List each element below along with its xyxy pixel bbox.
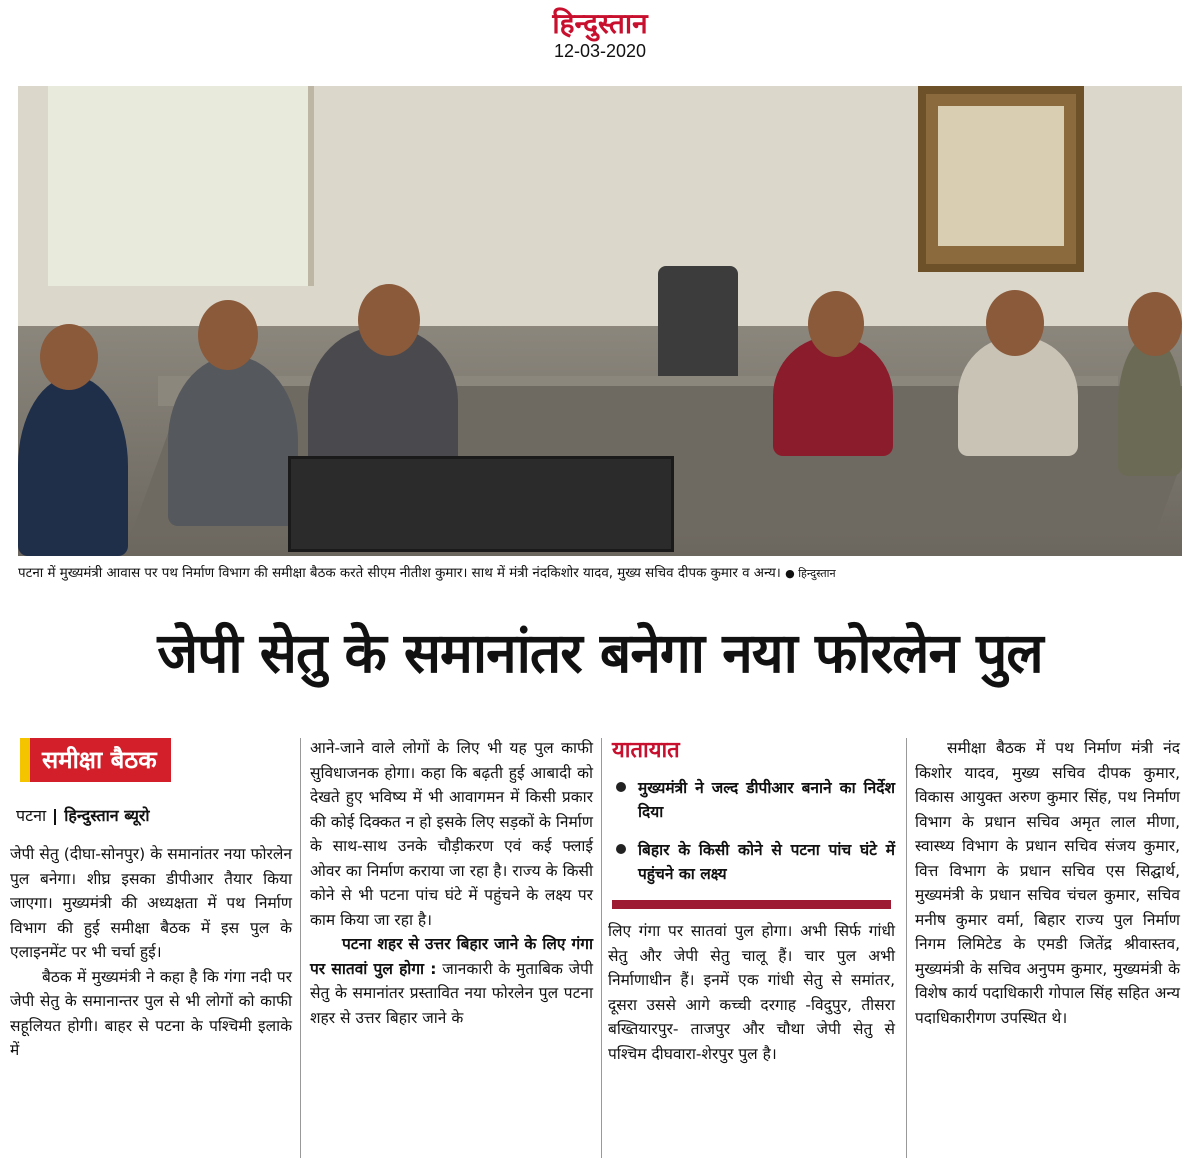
paragraph-text: जानकारी के मुताबिक जेपी सेतु के समानांतर प्रस्तावित नया फोरलेन पुल पटना शहर से उत्तर बिहार जाने के <box>310 959 593 1027</box>
column-rule <box>906 738 907 1158</box>
photo-person-1-head <box>40 324 98 390</box>
paragraph: जेपी सेतु (दीघा-सोनपुर) के समानांतर नया फोरलेन पुल बनेगा। शीघ्र इसका डीपीआर तैयार किया जाएगा। मुख्यमंत्री की अध्यक्षता में पथ निर्माण विभाग की हुई समीक्षा बैठक में इस पुल के एलाइनमेंट पर भी चर्चा हुई। <box>10 845 292 961</box>
article-column-2 <box>310 736 593 1030</box>
highlight-item <box>616 776 895 824</box>
column-rule <box>601 738 602 1158</box>
paragraph: आने-जाने वाले लोगों के लिए भी यह पुल काफी सुविधाजनक होगा। कहा कि बढ़ती हुई आबादी को देखते हुए भविष्य में भी आवागमन में किसी प्रकार की कोई दिक्कत न हो इसके लिए सड़कों के निर्माण के साथ-साथ उनके चौड़ीकरण एवं कई फ्लाई ओवर का निर्माण कराया जा रहा है। राज्य के किसी कोने से भी पटना पांच घंटे में पहुंचने के लक्ष्य पर काम किया जा रहा है। <box>310 739 593 929</box>
photo-monitor <box>288 456 674 552</box>
byline-separator <box>54 809 56 825</box>
edition-date: 12-03-2020 <box>553 41 647 61</box>
highlight-text: मुख्यमंत्री ने जल्द डीपीआर बनाने का निर्देश दिया <box>638 779 895 821</box>
column-rule <box>300 738 301 1158</box>
photo-credit: ● हिन्दुस्तान <box>785 567 836 580</box>
paragraph: समीक्षा बैठक में पथ निर्माण मंत्री नंद किशोर यादव, मुख्य सचिव दीपक कुमार, विकास आयुक्त अरुण कुमार सिंह, पथ निर्माण विभाग के प्रधान सचिव अमृत लाल मीणा, स्वास्थ्य विभाग के प्रधान सचिव संजय कुमार, वित्त विभाग के प्रधान सचिव एस सिद्घार्थ, मुख्यमंत्री के प्रधान सचिव चंचल कुमार, सचिव मनीष कुमार वर्मा, बिहार राज्य पुल निर्माण निगम लिमिटेड के एमडी जितेंद्र श्रीवास्तव, मुख्यमंत्री के सचिव अनुपम कुमार, मुख्यमंत्री के विशेष कार्य पदाधिकारी गोपाल सिंह सहित अन्य पदाधिकारीगण उपस्थित थे। <box>915 739 1180 1027</box>
highlights-title: यातायात <box>612 738 680 763</box>
photo-portrait-frame <box>918 86 1084 272</box>
photo-person-1 <box>18 376 128 556</box>
newspaper-logo: हिन्दुस्तान <box>552 7 648 40</box>
highlight-item <box>616 838 895 886</box>
article-column-3 <box>608 736 895 1066</box>
article-column-4 <box>915 736 1180 1030</box>
photo-person-6 <box>1118 336 1182 476</box>
photo-chair <box>658 266 738 376</box>
photo-window <box>48 86 314 286</box>
bullet-icon <box>616 844 626 854</box>
photo-person-5-head <box>986 290 1044 356</box>
photo-person-2 <box>168 356 298 526</box>
byline <box>16 804 292 828</box>
paragraph <box>310 932 593 1030</box>
highlights-list <box>616 776 895 886</box>
photo-person-2-head <box>198 300 258 370</box>
subheading: पटना शहर से उत्तर बिहार जाने के लिए गंगा पर सातवां पुल होगा : <box>310 935 593 978</box>
photo-person-3-head <box>358 284 420 356</box>
highlight-text: बिहार के किसी कोने से पटना पांच घंटे में पहुंचने का लक्ष्य <box>638 841 895 883</box>
news-photo <box>18 86 1182 556</box>
bullet-icon <box>616 782 626 792</box>
byline-bureau: हिन्दुस्तान ब्यूरो <box>64 806 150 825</box>
caption-text: पटना में मुख्यमंत्री आवास पर पथ निर्माण विभाग की समीक्षा बैठक करते सीएम नीतीश कुमार। साथ में मंत्री नंदकिशोर यादव, मुख्य सचिव दीपक कुमार व अन्य। <box>18 566 786 581</box>
article-column-1 <box>10 736 292 1063</box>
paragraph: लिए गंगा पर सातवां पुल होगा। अभी सिर्फ गांधी सेतु और जेपी सेतु चालू हैं। चार पुल अभी निर्माणाधीन हैं। इनमें एक गांधी सेतु से समांतर, दूसरा उससे आगे कच्ची दरगाह -विदुपुर, तीसरा बख्तियारपुर- ताजपुर और चौथा जेपी सेतु से पश्चिम दीघवारा-शेरपुर पुल है। <box>608 922 895 1063</box>
masthead <box>0 8 1200 62</box>
highlights-divider <box>612 900 891 909</box>
photo-person-6-head <box>1128 292 1182 356</box>
section-kicker: समीक्षा बैठक <box>20 738 171 782</box>
headline: जेपी सेतु के समानांतर बनेगा नया फोरलेन पुल <box>157 621 1043 685</box>
photo-person-4-head <box>808 291 864 357</box>
byline-place: पटना <box>16 806 47 825</box>
paragraph: बैठक में मुख्यमंत्री ने कहा है कि गंगा नदी पर जेपी सेतु के समानान्तर पुल से भी लोगों को काफी सहूलियत होगी। बाहर से पटना के पश्चिमी इलाके में <box>10 967 292 1059</box>
photo-caption <box>18 564 1182 584</box>
